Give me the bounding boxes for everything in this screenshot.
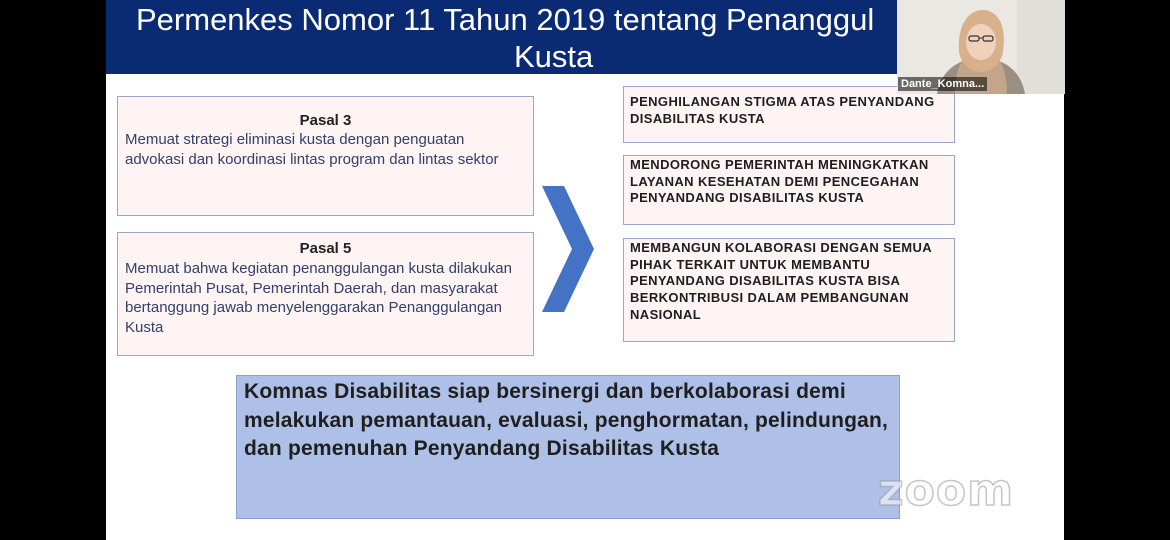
pasal3-box — [117, 96, 534, 216]
pasal3-body: Memuat strategi eliminasi kusta dengan penguatan advokasi dan koordinasi lintas program dan lintas sektor — [125, 131, 499, 168]
right-box-3 — [623, 238, 955, 342]
right-box-1 — [623, 86, 955, 143]
participant-name-label: Dante_Komna... — [898, 77, 987, 91]
zoom-watermark: zoom — [878, 465, 1014, 516]
slide-title-line1: Permenkes Nomor 11 Tahun 2019 tentang Penanggul — [136, 2, 875, 37]
participant-video-tile[interactable] — [897, 0, 1065, 94]
pasal3-heading: Pasal 3 — [299, 112, 352, 129]
slide-title-line2: Kusta — [514, 39, 594, 74]
right-box-1-text: PENGHILANGAN STIGMA ATAS PENYANDANG DISABILITAS KUSTA — [630, 94, 935, 126]
conclusion-text: Komnas Disabilitas siap bersinergi dan berkolaborasi demi melakukan pemantauan, evaluasi, penghormatan, pelindungan, dan pemenuhan Penyandang Disabilitas Kusta — [244, 380, 889, 460]
right-box-2-text: MENDORONG PEMERINTAH MENINGKATKAN LAYANAN KESEHATAN DEMI PENCEGAHAN PENYANDANG DISABILITAS KUSTA — [630, 157, 929, 206]
pasal5-box — [117, 232, 534, 356]
chevron-right-icon — [542, 186, 594, 312]
pasal5-body: Memuat bahwa kegiatan penanggulangan kusta dilakukan Pemerintah Pusat, Pemerintah Daerah, dan masyarakat bertanggung jawab menyelenggarakan Penanggulangan Kusta — [125, 260, 512, 336]
right-box-2 — [623, 155, 955, 225]
pasal5-heading: Pasal 5 — [299, 240, 352, 257]
conclusion-box — [236, 375, 900, 519]
right-box-3-text: MEMBANGUN KOLABORASI DENGAN SEMUA PIHAK TERKAIT UNTUK MEMBANTU PENYANDANG DISABILITAS KUSTA BISA BERKONTRIBUSI DALAM PEMBANGUNAN NASIONAL — [630, 240, 932, 322]
